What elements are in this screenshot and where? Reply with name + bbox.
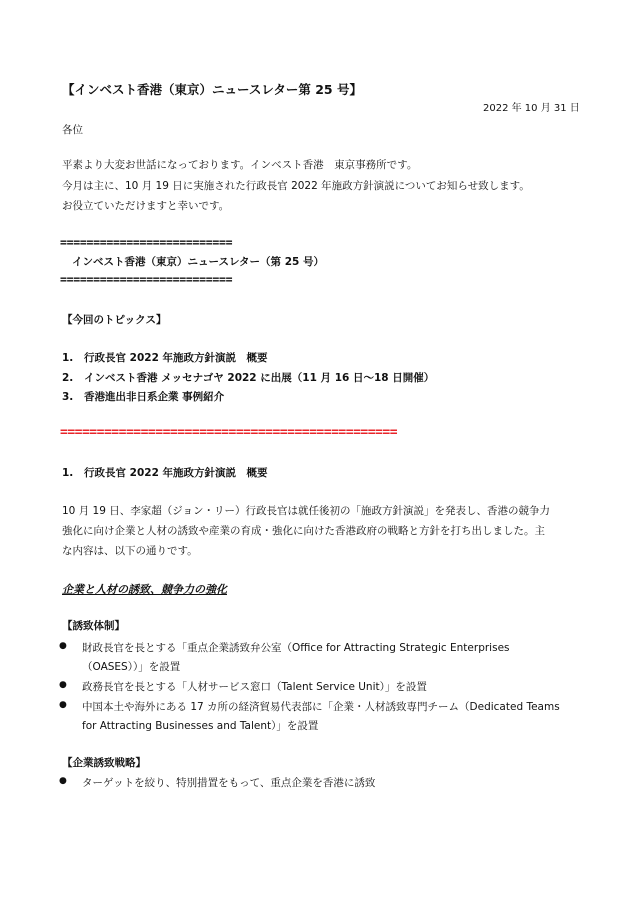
bullet-icon: ● bbox=[59, 680, 67, 690]
intro-line-3: お役立ていただけますと幸いです。 bbox=[62, 200, 230, 212]
topic-text: 香港進出非日系企業 事例紹介 bbox=[84, 391, 225, 403]
section-number: 1. bbox=[62, 467, 74, 479]
topic-item bbox=[62, 389, 224, 404]
system-bullet-2-line-1: 政務長官を長とする「人材サービス窓口（Talent Service Unit）」を設置 bbox=[82, 681, 427, 693]
intro-line-1: 平素より大変お世話になっております。インベスト香港 東京事務所です。 bbox=[62, 159, 418, 171]
system-bullet-3-line-1: 中国本土や海外にある 17 カ所の経済貿易代表部に「企業・人材誘致専門チーム（Dedicated Teams bbox=[82, 701, 560, 713]
topic-number: 2. bbox=[62, 372, 74, 384]
newsletter-title: 【インベスト香港（東京）ニュースレター第 25 号】 bbox=[62, 82, 362, 97]
subheading-attraction: 企業と人材の誘致、競争力の強化 bbox=[62, 583, 227, 596]
topic-number: 3. bbox=[62, 391, 74, 403]
section-1-heading bbox=[62, 465, 268, 480]
salutation: 各位 bbox=[62, 124, 83, 136]
separator-top: ========================== bbox=[60, 235, 233, 249]
section-title: 行政長官 2022 年施政方針演説 概要 bbox=[84, 467, 268, 479]
topic-item bbox=[62, 370, 434, 385]
section-1-paragraph-line-2: 強化に向け企業と人材の誘致や産業の育成・強化に向けた香港政府の戦略と方針を打ち出しました。主 bbox=[62, 525, 545, 537]
topic-text: 行政長官 2022 年施政方針演説 概要 bbox=[84, 352, 268, 364]
section-1-paragraph-line-3: な内容は、以下の通りです。 bbox=[62, 545, 198, 557]
bullet-icon: ● bbox=[59, 641, 67, 651]
bullet-icon: ● bbox=[59, 700, 67, 710]
separator-bottom: ========================== bbox=[60, 272, 233, 286]
bullet-icon: ● bbox=[59, 776, 67, 786]
system-heading: 【誘致体制】 bbox=[62, 620, 125, 632]
topics-heading: 【今回のトピックス】 bbox=[62, 314, 167, 326]
strategy-bullet-1-line-1: ターゲットを絞り、特別措置をもって、重点企業を香港に誘致 bbox=[82, 777, 376, 789]
system-bullet-1-line-2: （OASES））」を設置 bbox=[82, 661, 181, 673]
newsletter-heading: インベスト香港（東京）ニュースレター（第 25 号） bbox=[72, 256, 324, 268]
system-bullet-1-line-1: 財政長官を長とする「重点企業誘致弁公室（Office for Attracting Strategic Enterprises bbox=[82, 642, 510, 654]
strategy-heading: 【企業誘致戦略】 bbox=[62, 757, 146, 769]
intro-line-2: 今月は主に、10 月 19 日に実施された行政長官 2022 年施政方針演説についてお知らせ致します。 bbox=[62, 180, 530, 192]
red-separator: ============================================== bbox=[60, 425, 398, 440]
topic-item bbox=[62, 350, 268, 365]
issue-date: 2022 年 10 月 31 日 bbox=[483, 103, 580, 114]
system-bullet-3-line-2: for Attracting Businesses and Talent）」を設置 bbox=[82, 720, 319, 732]
section-1-paragraph-line-1: 10 月 19 日、李家超（ジョン・リー）行政長官は就任後初の「施政方針演説」を発表し、香港の競争力 bbox=[62, 505, 551, 517]
topic-text: インベスト香港 メッセナゴヤ 2022 に出展（11 月 16 日～18 日開催） bbox=[84, 372, 435, 384]
topic-number: 1. bbox=[62, 352, 74, 364]
